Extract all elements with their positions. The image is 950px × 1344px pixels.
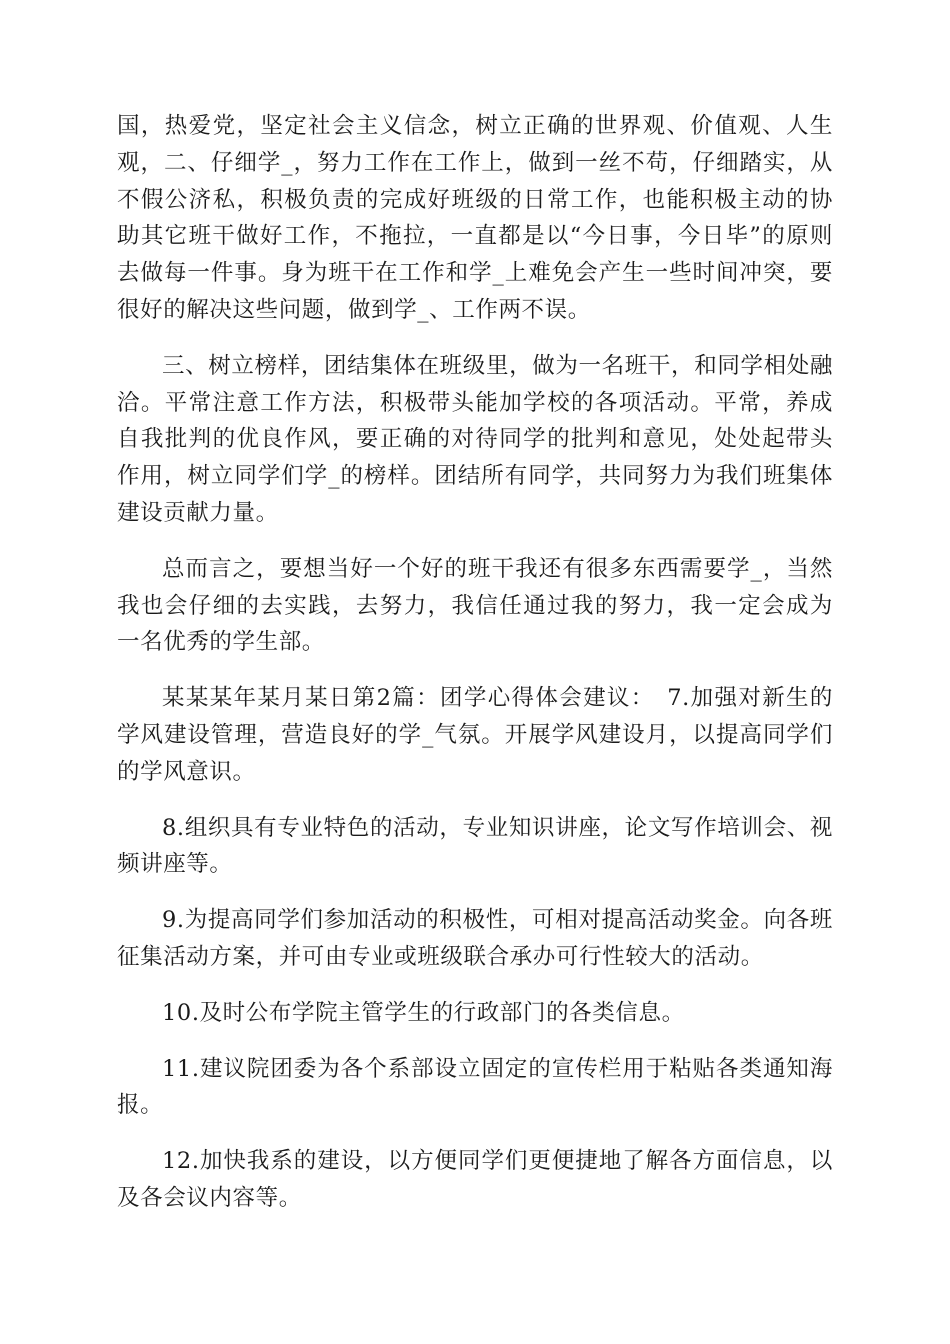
paragraph-suggestion-12: 12.加快我系的建设，以方便同学们更便捷地了解各方面信息，以及各会议内容等。 (117, 1148, 833, 1211)
paragraph-suggestion-8: 8.组织具有专业特色的活动，专业知识讲座，论文写作培训会、视频讲座等。 (117, 814, 833, 878)
paragraph-suggestion-9: 9.为提高同学们参加活动的积极性，可相对提高活动奖金。向各班征集活动方案，并可由专业或班级联合承办可行性较大的活动。 (117, 907, 833, 970)
paragraph-continuation: 国，热爱党，坚定社会主义信念，树立正确的世界观、价值观、人生观，二、仔细学_，努力工作在工作上，做到一丝不苟，仔细踏实，从不假公济私，积极负责的完成好班级的日常工作，也能积极主动的协助其它班干做好工作，不拖拉，一直都是以“今日事，今日毕”的原则去做每一件事。身为班干在工作和学_上难免会产生一些时间冲突，要很好的解决这些问题，做到学_、工作两不误。 (117, 113, 833, 323)
paragraph-suggestion-11: 11.建议院团委为各个系部设立固定的宣传栏用于粘贴各类通知海报。 (117, 1055, 833, 1119)
paragraph-suggestion-10: 10.及时公布学院主管学生的行政部门的各类信息。 (162, 999, 685, 1026)
paragraph-summary: 总而言之，要想当好一个好的班干我还有很多东西需要学_，当然我也会仔细的去实践，去努力，我信任通过我的努力，我一定会成为一名优秀的学生部。 (117, 555, 833, 656)
paragraph-role-model: 三、树立榜样，团结集体在班级里，做为一名班干，和同学相处融洽。平常注意工作方法，积极带头能加学校的各项活动。平常，养成自我批判的优良作风，要正确的对待同学的批判和意见，处处起带头作用，树立同学们学_的榜样。团结所有同学，共同努力为我们班集体建设贡献力量。 (117, 352, 833, 526)
paragraph-suggestion-7: 某某某年某月某日第2篇：团学心得体会建议： 7.加强对新生的学风建设管理，营造良好的学_气氛。开展学风建设月，以提高同学们的学风意识。 (117, 685, 833, 785)
document-body (117, 108, 833, 1236)
